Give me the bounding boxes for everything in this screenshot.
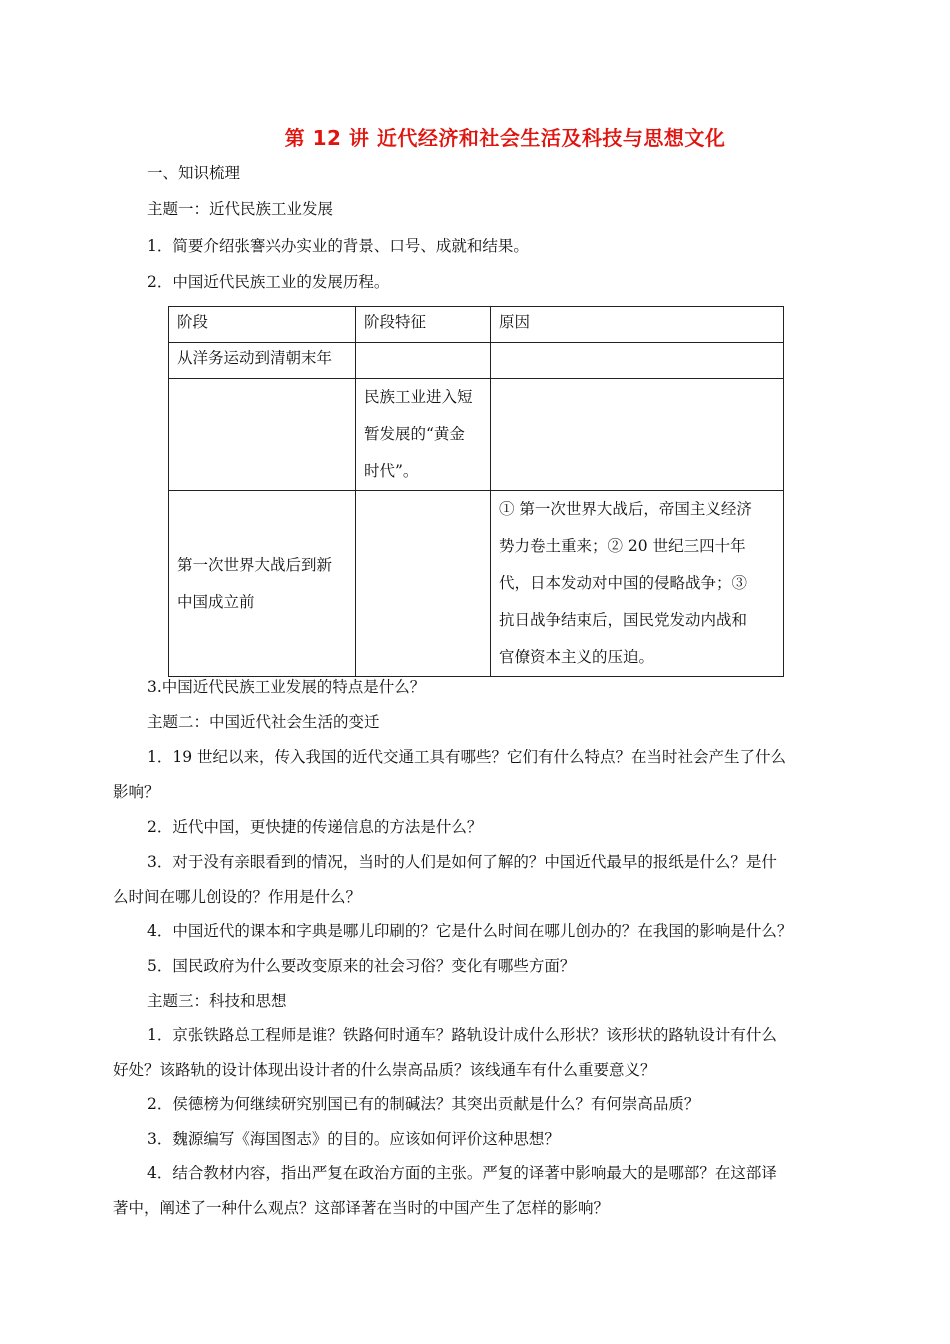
topic1-heading: 主题一：近代民族工业发展	[147, 200, 334, 218]
topic1-question-1: 1．简要介绍张謇兴办实业的背景、口号、成就和结果。	[147, 237, 529, 255]
topic3-question-4-cont: 著中，阐述了一种什么观点？这部译著在当时的中国产生了怎样的影响？	[113, 1199, 610, 1217]
topic3-question-1-cont: 好处？该路轨的设计体现出设计者的什么崇高品质？该线通车有什么重要意义？	[113, 1061, 656, 1079]
topic3-question-1: 1．京张铁路总工程师是谁？铁路何时通车？路轨设计成什么形状？该形状的路轨设计有什么	[147, 1026, 777, 1044]
section-heading: 一、知识梳理	[147, 164, 241, 182]
cell-line: 时代”。	[364, 462, 419, 480]
cell-line: 暂发展的“黄金	[364, 425, 465, 443]
cell-line: ① 第一次世界大战后，帝国主义经济	[499, 500, 752, 518]
table-header-row	[169, 307, 784, 343]
table-cell-stage	[169, 491, 356, 677]
table-cell-stage: 从洋务运动到清朝末年	[169, 343, 356, 379]
table-cell-feature	[356, 379, 491, 491]
topic2-heading: 主题二：中国近代社会生活的变迁	[147, 713, 380, 731]
topic2-question-2: 2．近代中国，更快捷的传递信息的方法是什么？	[147, 818, 483, 836]
topic3-question-4: 4．结合教材内容，指出严复在政治方面的主张。严复的译著中影响最大的是哪部？在这部译	[147, 1164, 777, 1182]
cell-line: 民族工业进入短	[364, 388, 473, 406]
topic2-question-5: 5．国民政府为什么要改变原来的社会习俗？变化有哪些方面？	[147, 957, 576, 975]
table-cell-reason	[491, 491, 784, 677]
topic3-heading: 主题三：科技和思想	[147, 992, 287, 1010]
cell-line: 势力卷土重来；② 20 世纪三四十年	[499, 537, 746, 555]
topic3-question-3: 3．魏源编写《海国图志》的目的。应该如何评价这种思想？	[147, 1130, 560, 1148]
cell-line: 官僚资本主义的压迫。	[499, 648, 655, 666]
table-cell-feature	[356, 343, 491, 379]
table-header-cell: 阶段	[169, 307, 356, 343]
topic2-question-4: 4．中国近代的课本和字典是哪儿印刷的？它是什么时间在哪儿创办的？在我国的影响是什么？	[147, 922, 793, 940]
table-row	[169, 343, 784, 379]
topic2-question-1-cont: 影响？	[113, 783, 160, 801]
cell-line: 中国成立前	[177, 592, 255, 611]
topic2-question-1: 1．19 世纪以来，传入我国的近代交通工具有哪些？它们有什么特点？在当时社会产生了什么	[147, 748, 787, 766]
table-header-cell: 阶段特征	[356, 307, 491, 343]
table-cell-stage	[169, 379, 356, 491]
topic1-question-3: 3.中国近代民族工业发展的特点是什么？	[147, 678, 426, 696]
table-cell-feature	[356, 491, 491, 677]
cell-line: 第一次世界大战后到新	[177, 555, 333, 574]
topic3-question-2: 2．侯德榜为何继续研究别国已有的制碱法？其突出贡献是什么？有何崇高品质？	[147, 1095, 700, 1113]
cell-line: 抗日战争结束后，国民党发动内战和	[499, 611, 748, 629]
table-cell-reason	[491, 343, 784, 379]
industry-stages-table	[168, 306, 784, 677]
table-cell-reason	[491, 379, 784, 491]
cell-line: 代，日本发动对中国的侵略战争；③	[499, 574, 748, 592]
table-row	[169, 491, 784, 677]
table-header-cell: 原因	[491, 307, 784, 343]
topic1-question-2: 2．中国近代民族工业的发展历程。	[147, 273, 390, 291]
topic2-question-3-cont: 么时间在哪儿创设的？作用是什么？	[113, 888, 362, 906]
page-title: 第 12 讲 近代经济和社会生活及科技与思想文化	[284, 126, 726, 150]
topic2-question-3: 3．对于没有亲眼看到的情况，当时的人们是如何了解的？中国近代最早的报纸是什么？是什	[147, 853, 777, 871]
table-row	[169, 379, 784, 491]
